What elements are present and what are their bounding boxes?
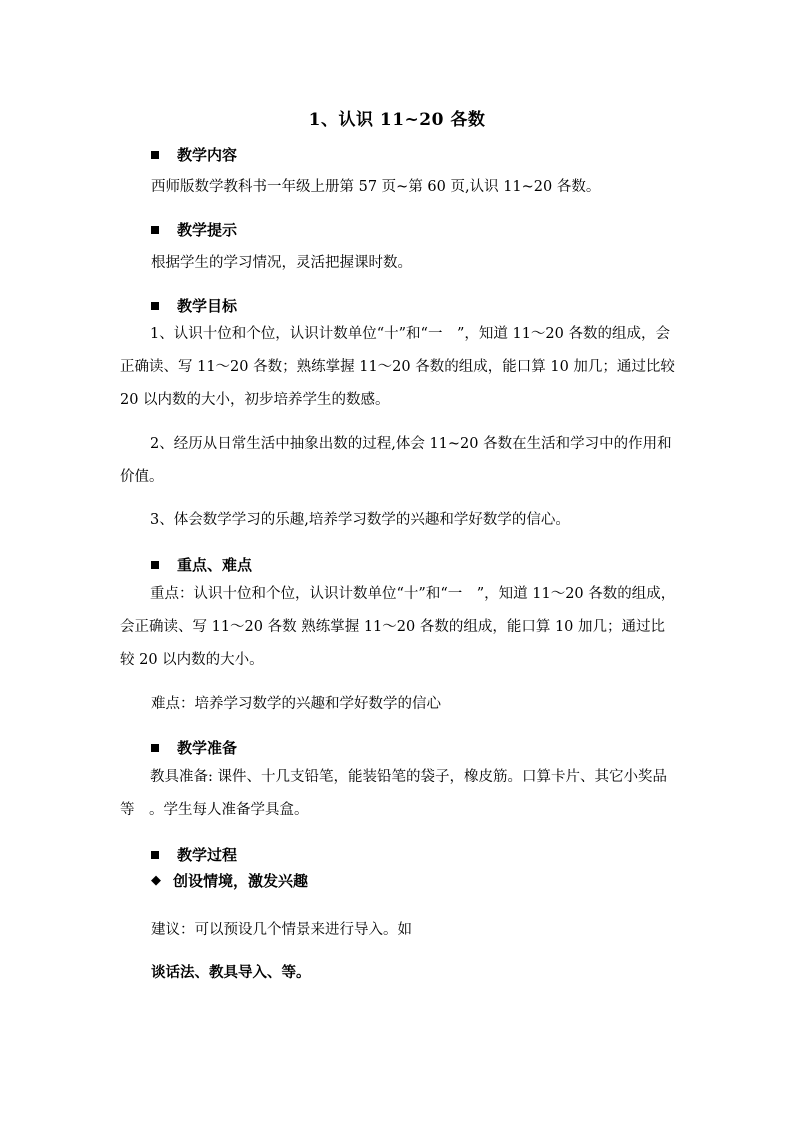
heading-text: 教学目标 [177, 297, 238, 315]
section-heading-prep [151, 737, 237, 758]
square-bullet-icon [151, 151, 159, 159]
square-bullet-icon [151, 226, 159, 234]
suggest-text: 建议：可以预设几个情景来进行导入。如 [151, 922, 412, 938]
square-bullet-icon [151, 744, 159, 752]
goal-text: 1、认识十位和个位，认识计数单位“十”和“一 ”，知道 11～20 各数的组成，会正确读、写 11～20 各数；熟练掌握 11～20 各数的组成，能口算 10 加几；通过比较 20 以内数的大小，初步培养学生的数感。 [120, 326, 675, 408]
heading-text: 教学过程 [177, 846, 238, 864]
subheading-text: 创设情境，激发兴趣 [173, 872, 309, 890]
prep-text: 教具准备: 课件、十几支铅笔，能装铅笔的袋子，橡皮筋。口算卡片、其它小奖品等 。学生每人准备学具盒。 [120, 769, 667, 818]
section-heading-content [151, 144, 237, 165]
heading-text: 教学内容 [177, 146, 238, 164]
square-bullet-icon [151, 302, 159, 310]
difficult-text: 难点：培养学习数学的兴趣和学好数学的信心 [151, 696, 441, 712]
key-text: 重点：认识十位和个位，认识计数单位“十”和“一 ”，知道 11～20 各数的组成，会正确读、写 11～20 各数 熟练掌握 11～20 各数的组成，能口算 10 加几；通过比较 20 以内数的大小。 [120, 586, 676, 668]
heading-text: 教学准备 [177, 739, 238, 757]
section-heading-keypoints [151, 554, 252, 575]
process-subheading [151, 870, 308, 891]
content-text: 西师版数学教科书一年级上册第 57 页~第 60 页,认识 11~20 各数。 [151, 179, 601, 195]
diamond-bullet-icon: ◆ [151, 873, 161, 888]
square-bullet-icon [151, 561, 159, 569]
page-title: 1、认识 11~20 各数 [308, 110, 486, 130]
heading-text: 教学提示 [177, 221, 238, 239]
section-heading-hint [151, 219, 237, 240]
square-bullet-icon [151, 851, 159, 859]
goal-paragraph-3 [120, 504, 676, 537]
methods-text: 谈话法、教具导入、等。 [151, 964, 311, 981]
heading-text: 重点、难点 [177, 556, 253, 574]
goal-paragraph-1 [120, 318, 676, 417]
goal-paragraph-2 [120, 428, 676, 494]
goal-text: 3、体会数学学习的乐趣,培养学习数学的兴趣和学好数学的信心。 [150, 512, 570, 528]
prep-paragraph [120, 761, 676, 827]
section-heading-process [151, 844, 237, 865]
key-paragraph [120, 578, 676, 677]
goal-text: 2、经历从日常生活中抽象出数的过程,体会 11~20 各数在生活和学习中的作用和价值。 [120, 436, 672, 485]
section-heading-goals [151, 295, 237, 316]
hint-text: 根据学生的学习情况，灵活把握课时数。 [151, 255, 412, 271]
